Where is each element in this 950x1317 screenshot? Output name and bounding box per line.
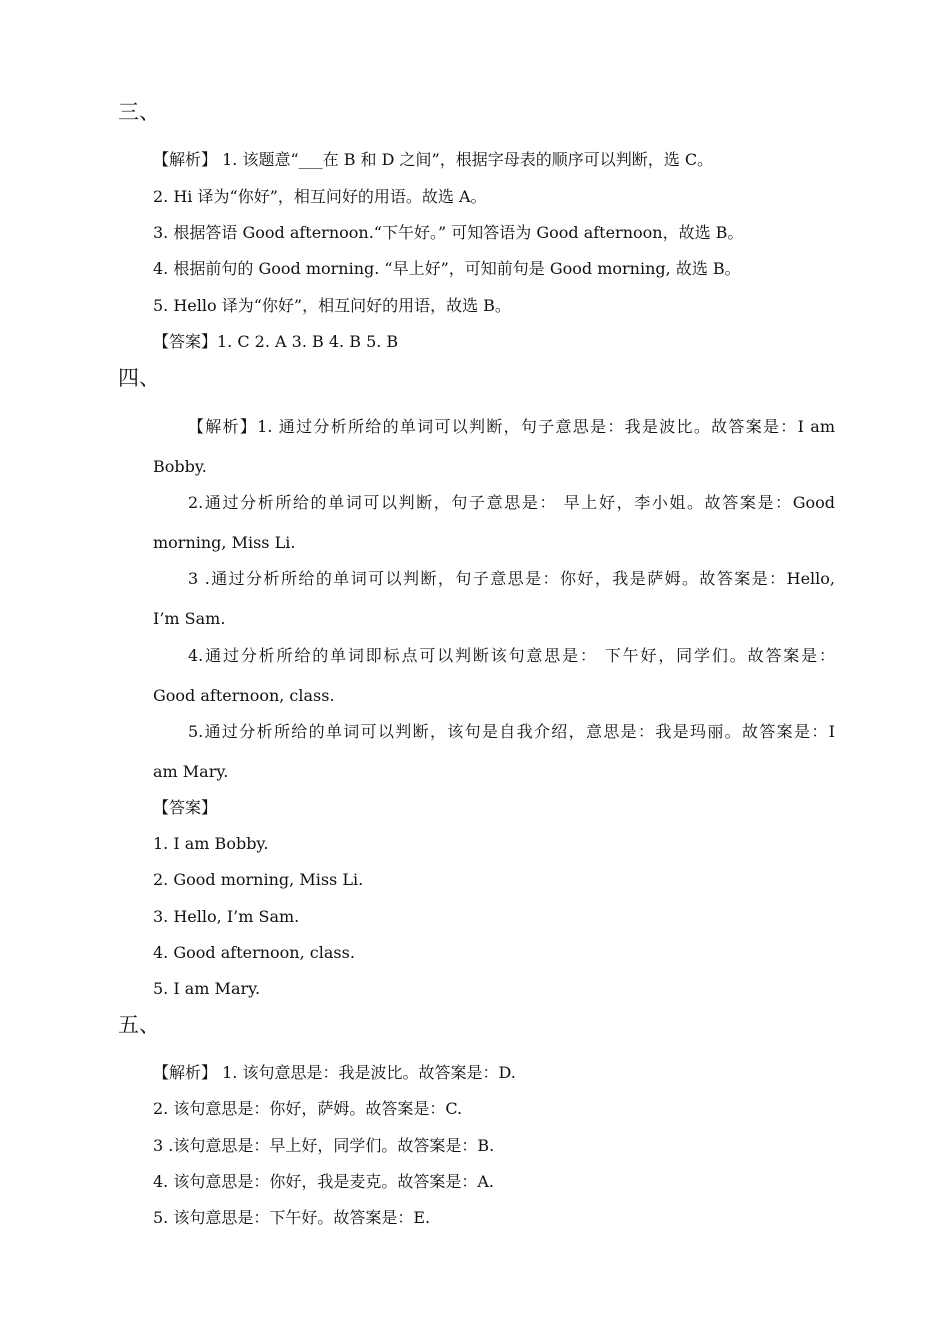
analysis-line: 5. Hello 译为“你好”，相互问好的用语，故选 B。: [153, 296, 511, 315]
analysis-line: 3 .通过分析所给的单词可以判断，句子意思是：你好，我是萨姆。故答案是：Hello,: [188, 569, 835, 588]
analysis-line-continued: am Mary.: [153, 762, 229, 781]
analysis-line: 3 .该句意思是：早上好，同学们。故答案是：B.: [153, 1136, 495, 1155]
section-heading-4: 四、: [118, 366, 160, 390]
analysis-line-continued: morning, Miss Li.: [153, 533, 296, 552]
section-heading-3: 三、: [118, 100, 160, 124]
answer-line: 【答案】1. C 2. A 3. B 4. B 5. B: [153, 332, 399, 351]
answer-item: 2. Good morning, Miss Li.: [153, 870, 364, 889]
answer-label: 【答案】: [153, 798, 218, 817]
analysis-line: 2. 该句意思是：你好，萨姆。故答案是：C.: [153, 1099, 463, 1118]
analysis-line: 2. Hi 译为“你好”，相互问好的用语。故选 A。: [153, 187, 487, 206]
analysis-line-continued: Bobby.: [153, 457, 207, 476]
analysis-line: 5. 该句意思是：下午好。故答案是：E.: [153, 1208, 431, 1227]
answer-item: 5. I am Mary.: [153, 979, 261, 998]
analysis-line: 4. 根据前句的 Good morning. “早上好”，可知前句是 Good morning, 故选 B。: [153, 259, 741, 278]
answer-item: 4. Good afternoon, class.: [153, 943, 355, 962]
analysis-line: 【解析】 1. 该句意思是：我是波比。故答案是：D.: [153, 1063, 516, 1082]
section-heading-5: 五、: [118, 1013, 160, 1037]
analysis-line: 3. 根据答语 Good afternoon.“下午好。” 可知答语为 Good afternoon，故选 B。: [153, 223, 744, 242]
analysis-line: 【解析】 1. 该题意“___在 B 和 D 之间”，根据字母表的顺序可以判断，选 C。: [153, 150, 714, 169]
analysis-line: 4.通过分析所给的单词即标点可以判断该句意思是： 下午好，同学们。故答案是：: [188, 646, 835, 665]
analysis-line: 4. 该句意思是：你好，我是麦克。故答案是：A.: [153, 1172, 494, 1191]
answer-item: 3. Hello, I’m Sam.: [153, 907, 300, 926]
analysis-line-continued: I’m Sam.: [153, 609, 226, 628]
analysis-line: 【解析】1. 通过分析所给的单词可以判断，句子意思是：我是波比。故答案是：I am: [188, 417, 835, 436]
analysis-line: 5.通过分析所给的单词可以判断，该句是自我介绍，意思是：我是玛丽。故答案是：I: [188, 722, 835, 741]
answer-item: 1. I am Bobby.: [153, 834, 269, 853]
analysis-line-continued: Good afternoon, class.: [153, 686, 335, 705]
analysis-line: 2.通过分析所给的单词可以判断，句子意思是： 早上好，李小姐。故答案是：Good: [188, 493, 835, 512]
